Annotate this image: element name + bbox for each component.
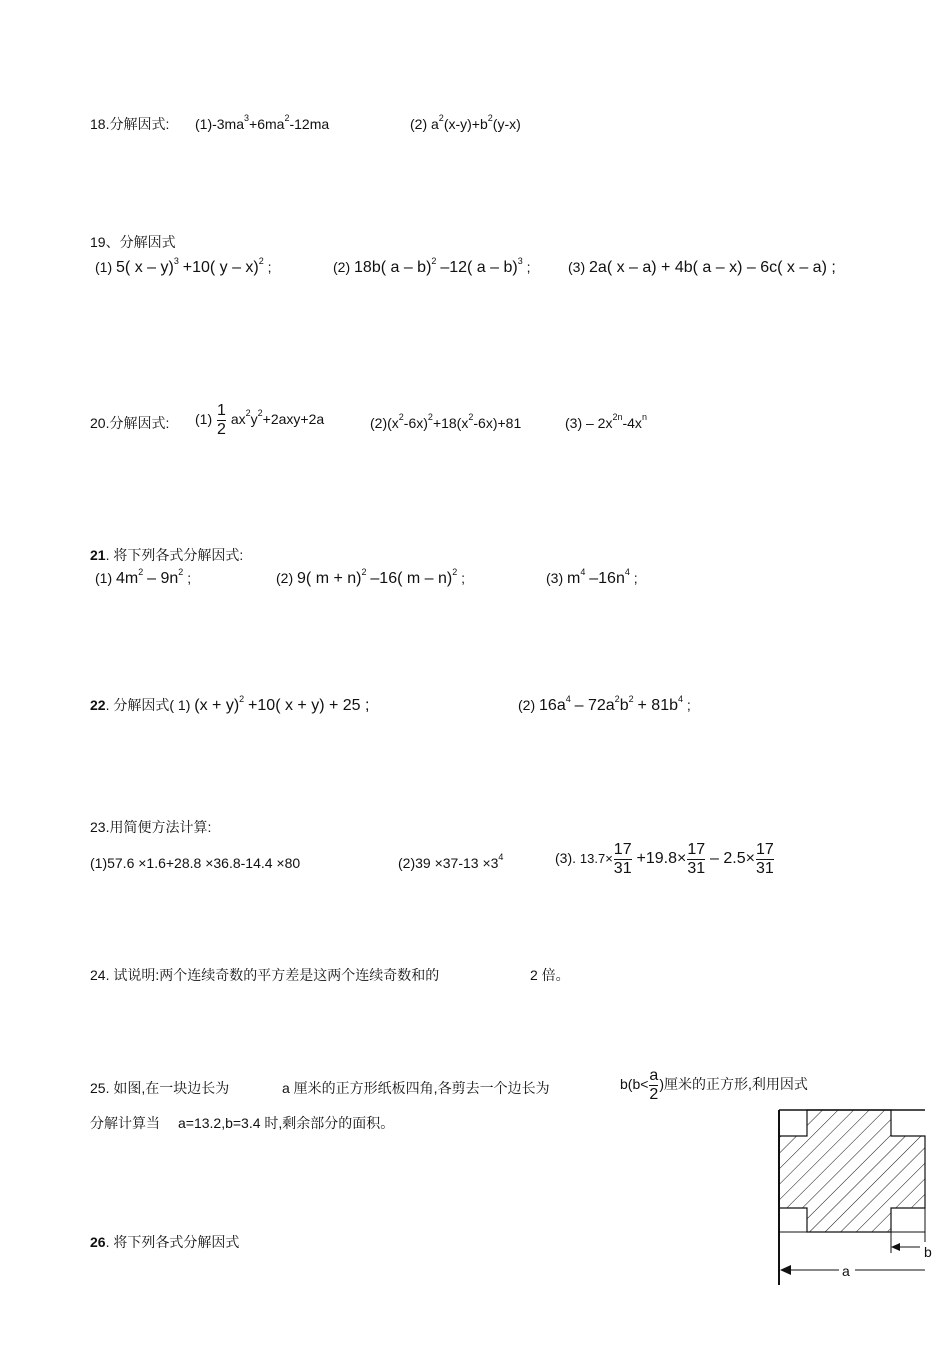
q21-item3: (3) $m^4$ $-16n^4$ ; xyxy=(546,567,638,587)
q25-fraction: $\frac{a}{2}$ xyxy=(649,1067,659,1103)
dimension-b xyxy=(891,1243,922,1251)
q25-line2-a: 分解计算当 xyxy=(90,1115,160,1131)
q23-fraction-3: $\frac{17}{31}$ xyxy=(755,841,774,877)
q25-line1-b: a 厘米的正方形纸板四角,各剪去一个边长为 xyxy=(282,1080,550,1096)
q19-item1: (1) 5( x – y)$^3$ +10( y – x)$^2$ ; xyxy=(95,256,272,276)
remaining-region xyxy=(779,1110,925,1232)
q23-part1: (1)57.6 ×1.6+28.8 ×36.8-14.4 ×80 xyxy=(90,855,301,871)
q20-part3: $(3) - 2x^{2n}-4x^n$ xyxy=(565,412,647,431)
q20-part1: (1) $\frac{1}{2}$ $ax^2y^2+2axy+2a$ xyxy=(195,402,325,438)
q21-item2: (2) 9( m + n)$^2$ –16( m – n)$^2$ ; xyxy=(276,567,465,587)
q25-line1-c: b(b< $\frac{a}{2}$ )厘米的正方形,利用因式 xyxy=(620,1067,808,1103)
q21-heading: 21. 将下列各式分解因式: xyxy=(90,547,244,563)
q19-label: 19、分解因式 xyxy=(90,234,176,250)
q23-part2: $(2)39 \times 37-13 \times 3^4$ xyxy=(398,852,504,871)
q19-item3: (3) 2a( x – a) + 4b( a – x) – 6c( x – a) ; xyxy=(568,259,836,276)
q18-part2: (2) $a^2(x-y)+b^2(y-x)$ xyxy=(410,113,521,132)
q18-part1: $(1)-3ma^3+6ma^2-12ma$ xyxy=(195,113,330,132)
q18-label: 18.分解因式: xyxy=(90,116,170,132)
q25-line1-a: 25. 如图,在一块边长为 xyxy=(90,1080,230,1096)
square-cutout-figure xyxy=(770,1100,945,1290)
q23-label: 23.用简便方法计算: xyxy=(90,819,212,835)
q23-part3: (3). 13.7× $\frac{17}{31}$ +19.8× $\frac{17}{31}$ – 2.5× $\frac{17}{31}$ xyxy=(555,841,774,877)
label-a: a xyxy=(842,1263,850,1279)
q23-fraction-1: $\frac{17}{31}$ xyxy=(613,841,632,877)
q20-label: 20.分解因式: xyxy=(90,415,170,431)
q20-part2: $(2)(x^2-6x)^2+18(x^2-6x)+81$ xyxy=(370,412,522,431)
q25-line2-b: a=13.2,b=3.4 时,剩余部分的面积。 xyxy=(178,1115,395,1131)
q20-fraction: $\frac{1}{2}$ xyxy=(217,402,226,438)
q22-item1: 22. 分解因式( 1) $(x + y)^2 +10$( x + y) + 25 ; xyxy=(90,694,370,714)
q22-item2: (2) $16a^4 - 72a^2b^2 + 81b^4$ ; xyxy=(518,694,691,714)
q23-fraction-2: $\frac{17}{31}$ xyxy=(687,841,706,877)
q19-item2: (2) 18b( a – b)$^2$ –12( a – b)$^3$ ; xyxy=(333,256,531,276)
q21-item1: (1) $4m^2 - 9n^2$ ; xyxy=(95,567,192,587)
q26-heading: 26. 将下列各式分解因式 xyxy=(90,1234,240,1250)
label-b: b xyxy=(924,1244,932,1260)
q24-tail: 2 倍。 xyxy=(530,967,570,983)
q24-label: 24. 试说明:两个连续奇数的平方差是这两个连续奇数和的 xyxy=(90,967,440,983)
